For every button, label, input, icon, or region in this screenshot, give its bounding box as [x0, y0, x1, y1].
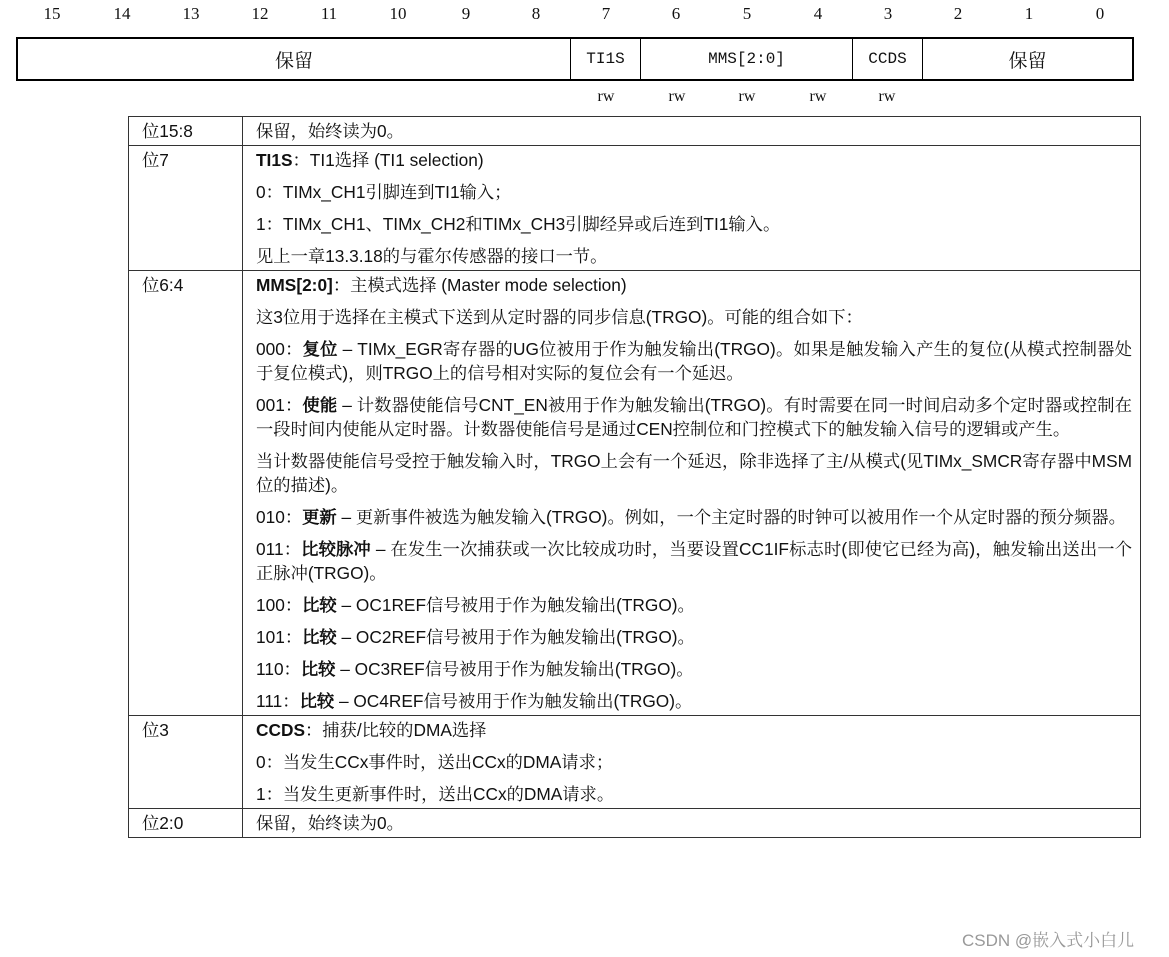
field-reserved-low: 保留	[1008, 49, 1047, 72]
description-line	[256, 393, 1132, 441]
bit-description-table	[128, 116, 1141, 838]
mode-name: 更新	[302, 507, 337, 527]
table-row	[129, 146, 1141, 271]
mode-text: – TIMx_EGR寄存器的UG位被用于作为触发输出(TRGO)。如果是触发输入产生的复位(从模式控制器处于复位模式)，则TRGO上的信号相对实际的复位会有一个延迟。	[256, 339, 1132, 383]
mode-code: 001：	[256, 395, 303, 415]
description-line: 1：TIMx_CH1、TIMx_CH2和TIMx_CH3引脚经异或后连到TI1输入。	[256, 214, 781, 234]
bit-number: 2	[953, 4, 963, 23]
bit-range: 位3	[129, 716, 243, 809]
mode-text: – 计数器使能信号CNT_EN被用于作为触发输出(TRGO)。有时需要在同一时间启动多个定时器或控制在一段时间内使能从定时器。计数器使能信号是通过CEN控制位和门控模式下的触发输入信号的逻辑或产生。	[256, 395, 1132, 439]
bit-range: 位6:4	[129, 271, 243, 716]
mode-name: 比较	[302, 595, 337, 615]
watermark: CSDN @嵌入式小白儿	[962, 931, 1135, 950]
bit-number-row	[0, 4, 1169, 28]
bit-number: 13	[182, 4, 200, 23]
access-type: rw	[809, 88, 827, 105]
description-line	[256, 505, 1132, 529]
mode-text: – OC1REF信号被用于作为触发输出(TRGO)。	[336, 595, 695, 615]
access-type: rw	[738, 88, 756, 105]
mode-text: – 在发生一次捕获或一次比较成功时，当要设置CC1IF标志时(即使它已经为高)，触发输出送出一个正脉冲(TRGO)。	[256, 539, 1132, 583]
mode-name: 使能	[302, 395, 338, 415]
bit-number: 4	[813, 4, 823, 23]
bit-number: 15	[43, 4, 61, 23]
description-line: 这3位用于选择在主模式下送到从定时器的同步信息(TRGO)。可能的组合如下：	[256, 307, 863, 327]
description-line: 见上一章13.3.18的与霍尔传感器的接口一节。	[256, 246, 608, 266]
table-row	[129, 809, 1141, 838]
bit-description	[243, 809, 1141, 838]
mode-text: – OC3REF信号被用于作为触发输出(TRGO)。	[335, 659, 694, 679]
description-line	[256, 337, 1132, 385]
bit-number: 12	[251, 4, 269, 23]
bit-description	[243, 117, 1141, 146]
access-type-row	[0, 88, 1169, 110]
bit-range: 位2:0	[129, 809, 243, 838]
description-line	[256, 657, 1132, 681]
field-ti1s: TI1S	[571, 39, 641, 79]
access-type: rw	[668, 88, 686, 105]
bit-number: 7	[601, 4, 611, 23]
description-line: 当计数器使能信号受控于触发输入时，TRGO上会有一个延迟，除非选择了主/从模式(见TIMx_SMCR寄存器中MSM位的描述)。	[256, 451, 1132, 495]
field-title: ：TI1选择 (TI1 selection)	[292, 150, 484, 170]
mode-code: 010：	[256, 507, 303, 527]
mode-code: 000：	[256, 339, 303, 359]
field-name: MMS[2:0]	[256, 275, 333, 295]
bit-number: 0	[1095, 4, 1105, 23]
access-type: rw	[878, 88, 896, 105]
bit-number: 3	[883, 4, 893, 23]
description-line	[256, 148, 1132, 172]
table-row	[129, 117, 1141, 146]
bit-number: 5	[742, 4, 752, 23]
field-title: ：捕获/比较的DMA选择	[304, 720, 487, 740]
field-reserved-high: 保留	[18, 39, 571, 79]
description-line: 1：当发生更新事件时，送出CCx的DMA请求。	[256, 784, 615, 804]
bit-number: 11	[320, 4, 338, 23]
bit-number: 6	[671, 4, 681, 23]
bit-description	[243, 146, 1141, 271]
bit-number: 14	[113, 4, 131, 23]
description-line	[256, 625, 1132, 649]
field-name: TI1S	[256, 150, 293, 170]
description-line	[256, 689, 1132, 713]
mode-name: 比较	[300, 659, 336, 679]
bit-description	[243, 716, 1141, 809]
bit-number: 1	[1024, 4, 1034, 23]
field-name: CCDS	[256, 720, 305, 740]
bit-description	[243, 271, 1141, 716]
mode-code: 011：	[256, 539, 302, 559]
mode-name: 复位	[302, 339, 338, 359]
mode-name: 比较	[302, 627, 337, 647]
bit-number: 8	[531, 4, 541, 23]
bit-number: 9	[461, 4, 471, 23]
mode-code: 100：	[256, 595, 303, 615]
description-line: 保留，始终读为0。	[256, 121, 404, 141]
field-mms: MMS[2:0]	[641, 39, 853, 79]
description-line: 保留，始终读为0。	[256, 813, 404, 833]
bit-number: 10	[389, 4, 407, 23]
description-line	[256, 718, 1132, 742]
description-line	[256, 537, 1132, 585]
mode-text: – OC4REF信号被用于作为触发输出(TRGO)。	[334, 691, 693, 711]
field-title: ：主模式选择 (Master mode selection)	[332, 275, 627, 295]
description-line	[256, 593, 1132, 617]
bit-range: 位15:8	[129, 117, 243, 146]
table-row	[129, 271, 1141, 716]
register-field-bar	[16, 37, 1134, 81]
mode-text: – 更新事件被选为触发输入(TRGO)。例如，一个主定时器的时钟可以被用作一个从定时器的预分频器。	[336, 507, 1126, 527]
description-line	[256, 273, 1132, 297]
field-ccds: CCDS	[853, 39, 923, 79]
mode-name: 比较	[299, 691, 335, 711]
description-line: 0：当发生CCx事件时，送出CCx的DMA请求；	[256, 752, 614, 772]
mode-code: 101：	[256, 627, 303, 647]
bit-range: 位7	[129, 146, 243, 271]
description-line: 0：TIMx_CH1引脚连到TI1输入；	[256, 182, 512, 202]
mode-code: 111：	[256, 691, 300, 711]
access-type: rw	[597, 88, 615, 105]
mode-text: – OC2REF信号被用于作为触发输出(TRGO)。	[336, 627, 695, 647]
mode-code: 110：	[256, 659, 301, 679]
table-row	[129, 716, 1141, 809]
mode-name: 比较脉冲	[301, 539, 371, 559]
